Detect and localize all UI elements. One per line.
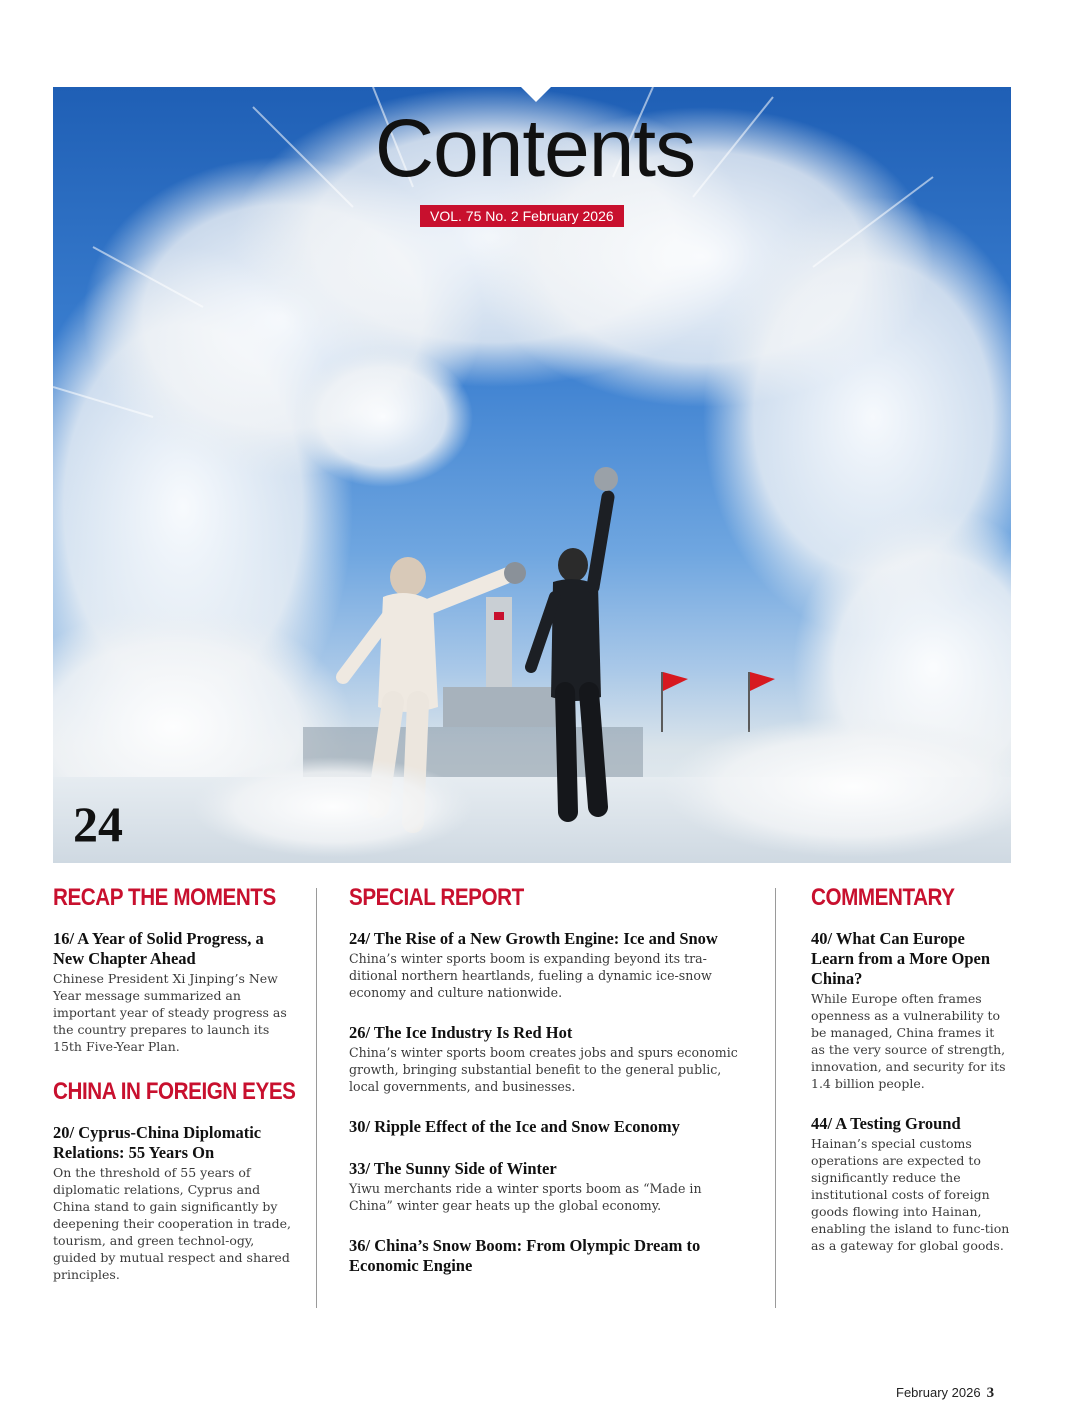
cover-photo xyxy=(53,87,1011,863)
photo-icon xyxy=(53,87,1011,863)
page-footer xyxy=(896,1385,994,1402)
article-title[interactable]: 20/ Cyprus-China Diplomatic Relations: 55 Years On xyxy=(53,1123,262,1162)
contents-column-3 xyxy=(811,883,1011,1276)
article-summary: On the threshold of 55 years of diplomatic relations, Cyprus and China stand to gain significantly by deepening their cooperation in trade, tourism, and green technol-ogy, guided by mutual respect and shared principles. xyxy=(53,1165,291,1282)
article-title[interactable]: 36/ China’s Snow Boom: From Olympic Dream to Economic Engine xyxy=(349,1236,701,1275)
article-title[interactable]: 44/ A Testing Ground xyxy=(811,1114,961,1133)
cover-page-reference[interactable]: 24 xyxy=(73,796,123,852)
article-item[interactable] xyxy=(349,1159,749,1214)
contents-column-2 xyxy=(349,883,749,1298)
section-title-commentary: COMMENTARY xyxy=(811,884,955,911)
page-title: Contents xyxy=(374,103,696,194)
article-summary: Chinese President Xi Jinping’s New Year message summarized an important year of steady progress as the country prepares to launch its 15th Five-Year Plan. xyxy=(53,971,287,1054)
article-item[interactable] xyxy=(53,929,291,1055)
section-title-foreign-eyes: CHINA IN FOREIGN EYES xyxy=(53,1078,296,1105)
article-summary: Yiwu merchants ride a winter sports boom as “Made in China” winter gear heats up the global economy. xyxy=(349,1181,702,1213)
article-summary: China’s winter sports boom is expanding beyond its tra-ditional northern heartlands, fueling a dynamic ice-snow economy and culture nationwide. xyxy=(349,951,712,1000)
article-title[interactable]: 24/ The Rise of a New Growth Engine: Ice and Snow xyxy=(349,929,718,948)
article-item[interactable] xyxy=(349,929,749,1001)
article-title[interactable]: 26/ The Ice Industry Is Red Hot xyxy=(349,1023,573,1042)
column-divider xyxy=(775,888,776,1308)
section-title-recap: RECAP THE MOMENTS xyxy=(53,884,276,911)
article-summary: China’s winter sports boom creates jobs and spurs economic growth, bringing substantial benefit to the general public, local governments, and businesses. xyxy=(349,1045,738,1094)
footer-month: February 2026 xyxy=(896,1385,981,1400)
article-item[interactable] xyxy=(811,1114,1011,1254)
article-summary: Hainan’s special customs operations are expected to significantly reduce the institutional costs of foreign goods flowing into Hainan, enabling the island to func-tion as a gateway for global goods. xyxy=(811,1136,1010,1253)
section-title-special-report: SPECIAL REPORT xyxy=(349,884,524,911)
issue-badge: VOL. 75 No. 2 February 2026 xyxy=(420,205,624,227)
hero-notch xyxy=(521,87,551,102)
article-summary: While Europe often frames openness as a vulnerability to be managed, China frames it as the very source of strength, innovation, and security for its 1.4 billion people. xyxy=(811,991,1006,1091)
article-title[interactable]: 40/ What Can Europe Learn from a More Open China? xyxy=(811,929,991,988)
article-title[interactable]: 33/ The Sunny Side of Winter xyxy=(349,1159,557,1178)
article-item[interactable] xyxy=(349,1236,749,1276)
column-divider xyxy=(316,888,317,1308)
article-title[interactable]: 30/ Ripple Effect of the Ice and Snow Economy xyxy=(349,1117,680,1136)
article-item[interactable] xyxy=(811,929,1011,1092)
page-number: 3 xyxy=(986,1385,995,1401)
article-item[interactable] xyxy=(349,1023,749,1095)
contents-column-1 xyxy=(53,883,296,1305)
article-title[interactable]: 16/ A Year of Solid Progress, a New Chapter Ahead xyxy=(53,929,264,968)
article-item[interactable] xyxy=(349,1117,749,1137)
article-item[interactable] xyxy=(53,1123,291,1283)
